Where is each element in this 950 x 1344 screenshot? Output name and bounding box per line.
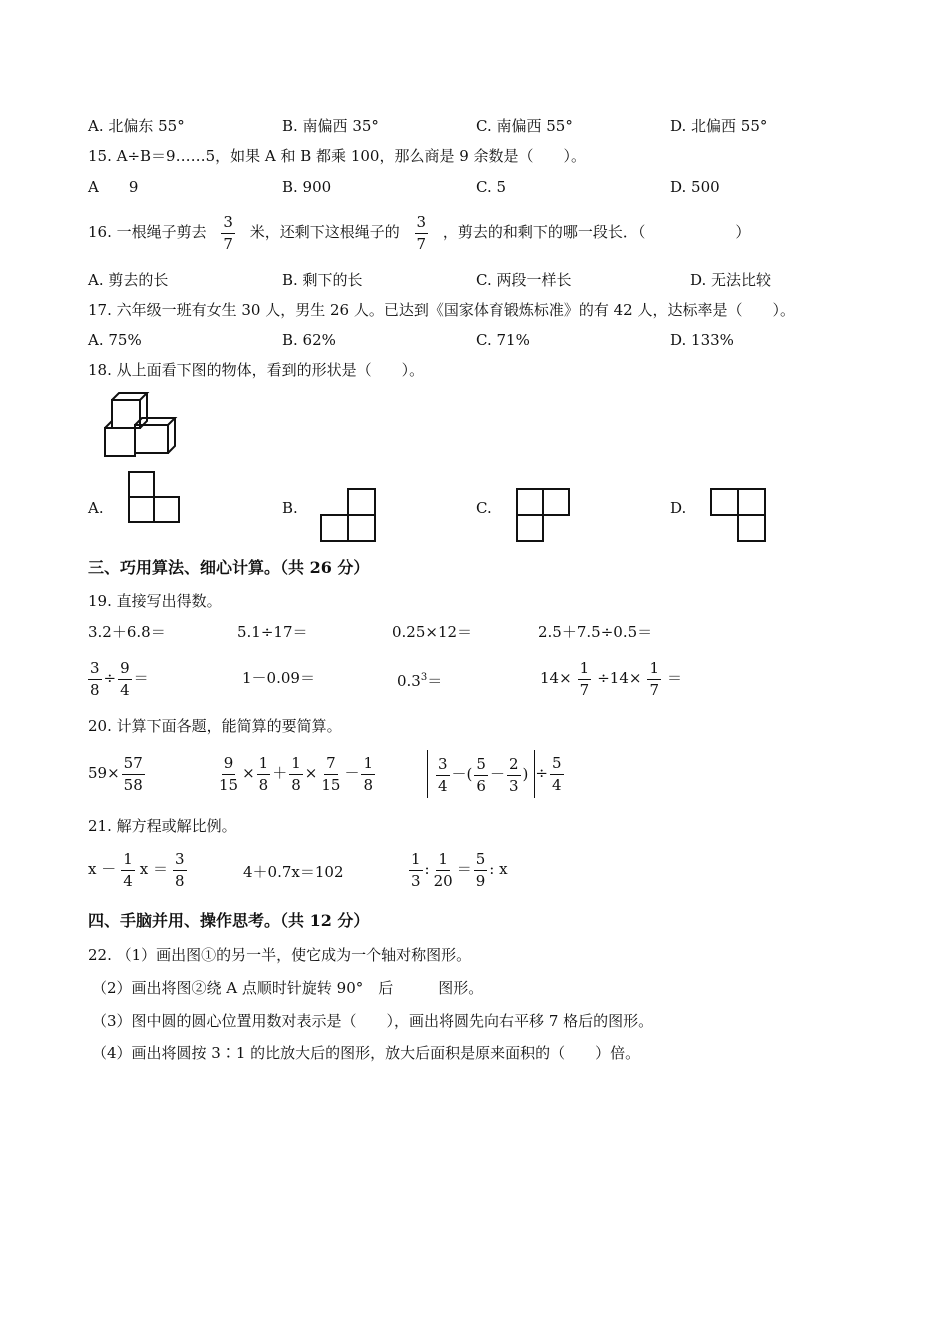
- q19-expr-8: 14× $\frac{1}{7}$ ÷14× $\frac{1}{7}$ ＝: [540, 658, 682, 699]
- q19-expr-4: 2.5＋7.5÷0.5＝: [538, 623, 653, 641]
- section-3-title: 三、巧用算法、细心计算。（共 26 分）: [88, 558, 370, 577]
- q18-option-d-figure: [709, 487, 769, 543]
- q18-option-c-figure: [515, 487, 573, 543]
- q18-option-c: C.: [476, 499, 492, 517]
- q16-mid: 米，还剩下这根绳子的: [249, 223, 400, 241]
- q16-option-d: D. 无法比较: [690, 271, 772, 289]
- q20-expr-3: $\frac{3}{4}$ －( $\frac{5}{6}$ － $\frac{2}{3}$ ) ÷ $\frac{5}{4}$: [427, 745, 566, 801]
- q18-option-b-figure: [319, 487, 379, 543]
- q15-option-c: C. 5: [476, 178, 507, 196]
- q14-option-a: A. 北偏东 55°: [88, 117, 185, 135]
- q16-stem: [88, 206, 750, 258]
- q20-expr-1: 59× $\frac{57}{58}$: [88, 753, 143, 794]
- q22-part-1: 22. （1）画出图①的另一半，使它成为一个轴对称图形。: [88, 946, 472, 964]
- q16-option-a: A. 剪去的长: [88, 271, 169, 289]
- q19-expr-2: 5.1÷17＝: [237, 623, 308, 641]
- q19-expr-3: 0.25×12＝: [392, 623, 473, 641]
- q19-expr-1: 3.2＋6.8＝: [88, 623, 166, 641]
- q16-prefix: 16. 一根绳子剪去: [88, 223, 207, 241]
- q18-option-a-figure: [126, 470, 182, 524]
- q14-option-b: B. 南偏西 35°: [282, 117, 379, 135]
- q22-part-2: （2）画出将图②绕 A 点顺时针旋转 90° 后 图形。: [92, 979, 484, 997]
- q15-option-b: B. 900: [282, 178, 332, 196]
- q21-expr-3: $\frac{1}{3}$ : $\frac{1}{20}$ ＝ $\frac{5}{9}$ : x: [411, 849, 508, 890]
- q14-option-c: C. 南偏西 55°: [476, 117, 573, 135]
- q19-expr-5: $\frac{3}{8}$ ÷ $\frac{9}{4}$ ＝: [90, 658, 149, 699]
- q17-option-b: B. 62%: [282, 331, 336, 349]
- q19-expr-7: $0.3^3=$: [397, 672, 443, 690]
- q17-option-c: C. 71%: [476, 331, 530, 349]
- q18-option-d: D.: [670, 499, 687, 517]
- q22-part-4: （4）画出将圆按 3∶1 的比放大后的图形，放大后面积是原来面积的（ ）倍。: [92, 1044, 641, 1062]
- q21-expr-2: 4＋0.7x＝102: [243, 863, 344, 881]
- square-bracket: $\frac{3}{4}$ －( $\frac{5}{6}$ － $\frac{2}{3}$ ): [427, 750, 535, 798]
- q22-part-3: （3）图中圆的圆心位置用数对表示是（ ），画出将圆先向右平移 7 格后的图形。: [92, 1012, 654, 1030]
- q18-stem: 18. 从上面看下图的物体，看到的形状是（ ）。: [88, 361, 425, 379]
- q18-option-a: A.: [88, 499, 104, 517]
- q15-option-a: A 9: [88, 178, 139, 196]
- q20-stem: 20. 计算下面各题，能简算的要简算。: [88, 717, 342, 735]
- q18-option-b: B.: [282, 499, 298, 517]
- q16-option-b: B. 剩下的长: [282, 271, 363, 289]
- q19-expr-6: 1－0.09＝: [242, 669, 315, 687]
- q21-stem: 21. 解方程或解比例。: [88, 817, 237, 835]
- q17-stem: 17. 六年级一班有女生 30 人，男生 26 人。已达到《国家体育锻炼标准》的有 42 人，达标率是（ ）。: [88, 301, 795, 319]
- q19-stem: 19. 直接写出得数。: [88, 592, 222, 610]
- cube-stack-figure: [100, 390, 182, 460]
- q21-expr-1: x － $\frac{1}{4}$ x ＝ $\frac{3}{8}$: [88, 849, 185, 890]
- q20-expr-2: $\frac{9}{15}$ × $\frac{1}{8}$ ＋ $\frac{1}{8}$ × $\frac{7}{15}$ － $\frac{1}{8}$: [219, 753, 374, 794]
- q14-option-d: D. 北偏西 55°: [670, 117, 768, 135]
- q16-option-c: C. 两段一样长: [476, 271, 572, 289]
- q15-stem: 15. A÷B＝9……5，如果 A 和 B 都乘 100，那么商是 9 余数是（ ）。: [88, 147, 587, 165]
- q16-fraction-1: $\frac{3}{7}$: [223, 212, 233, 253]
- q17-option-a: A. 75%: [88, 331, 142, 349]
- q17-option-d: D. 133%: [670, 331, 734, 349]
- q16-fraction-2: $\frac{3}{7}$: [416, 212, 427, 253]
- q16-suffix: ，剪去的和剩下的哪一段长．（ ）: [442, 223, 751, 241]
- q15-option-d: D. 500: [670, 178, 720, 196]
- section-4-title: 四、手脑并用、操作思考。（共 12 分）: [88, 911, 370, 930]
